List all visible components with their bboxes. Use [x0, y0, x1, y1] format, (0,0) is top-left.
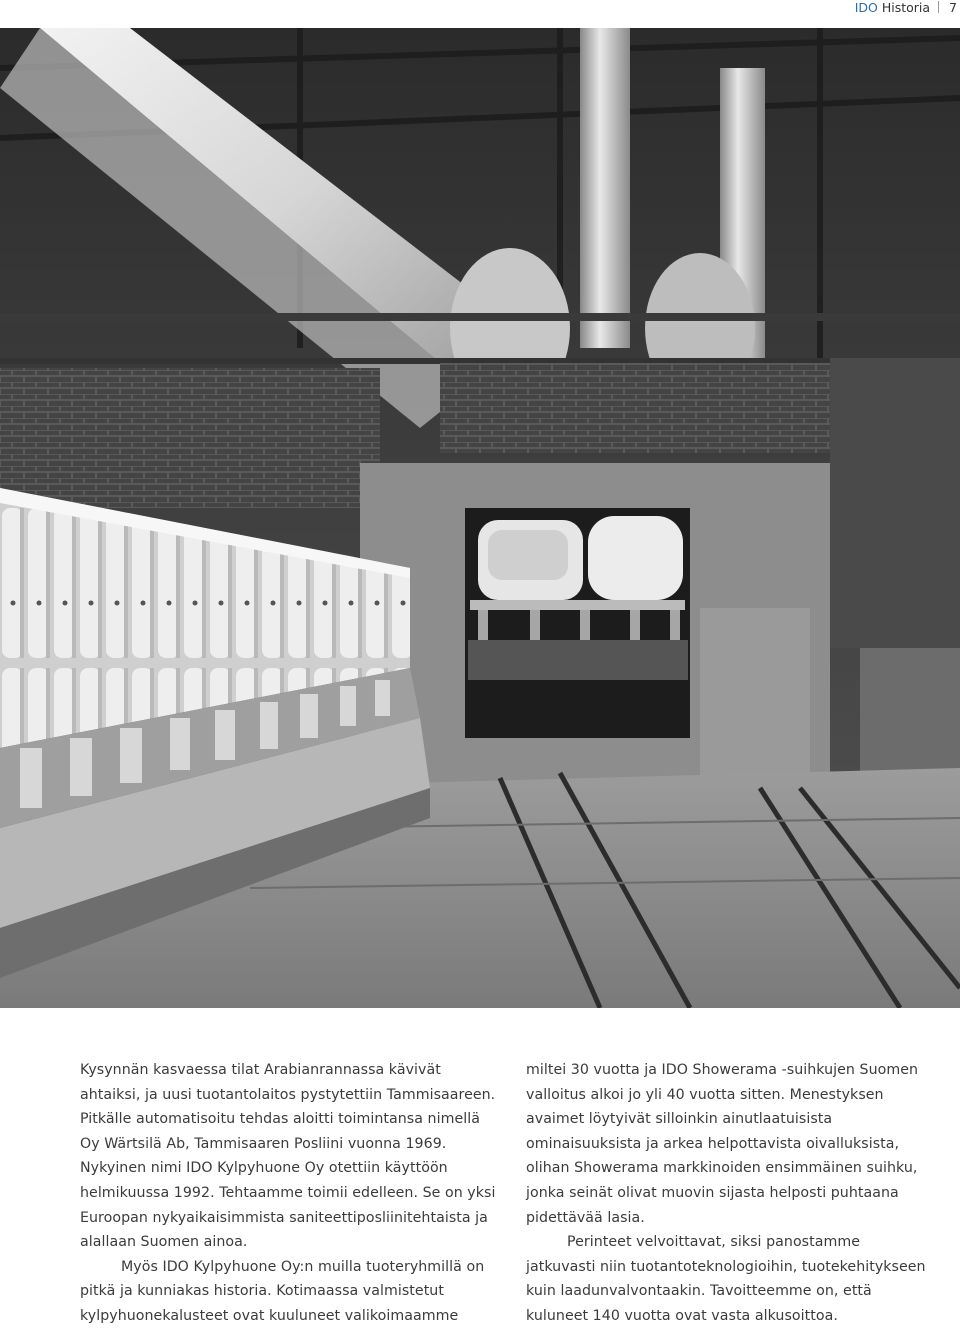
right-text-column: [526, 1058, 926, 1329]
paragraph: Myös IDO Kylpyhuone Oy:n muilla tuoteryhmillä on pitkä ja kunniakas historia. Kotimaassa valmistetut kylpyhuonekalusteet ovat kuuluneet valikoimaamme: [80, 1258, 485, 1324]
section-title: Historia: [881, 0, 931, 15]
page-number: 7: [949, 0, 957, 15]
left-text-column: [80, 1058, 500, 1329]
factory-photo: [0, 28, 960, 1008]
paragraph: Kysynnän kasvaessa tilat Arabianrannassa kävivät ahtaiksi, ja uusi tuotantolaitos pystytettiin Tammisaareen. Pitkälle automatisoitu tehdas aloitti toimintansa nimellä Oy Wärtsilä Ab, Tammisaaren Posliini vuonna 1969. Nykyinen nimi IDO Kylpyhuone Oy otettiin käyttöön helmikuussa 1992. Tehtaamme toimii edelleen. Se on yksi Euroopan nykyaikaisimmista saniteettiposliinitehtaista ja alallaan Suomen ainoa.: [80, 1062, 496, 1251]
factory-kiln-photo-icon: [0, 28, 960, 1008]
header-divider: [938, 1, 939, 13]
paragraph: Perinteet velvoittavat, siksi panostamme jatkuvasti niin tuotantoteknologioihin, tuotekehitykseen kuin laadunvalvontaakin. Tavoitteemme on, että kuluneet 140 vuotta ovat vasta alkusoittoa.: [526, 1234, 926, 1324]
paragraph: miltei 30 vuotta ja IDO Showerama -suihkujen Suomen valloitus alkoi jo yli 40 vuotta sitten. Menestyksen avaimet löytyivät silloinkin ainutlaatuisista ominaisuuksista ja arkea helpottavista oivalluksista, olihan Showerama markkinoiden ensimmäinen suihku, jonka seinät olivat muovin sijasta helposti puhtaana pidettävää lasia.: [526, 1062, 919, 1226]
brand-name: IDO: [854, 0, 878, 15]
page-header: [855, 0, 960, 19]
